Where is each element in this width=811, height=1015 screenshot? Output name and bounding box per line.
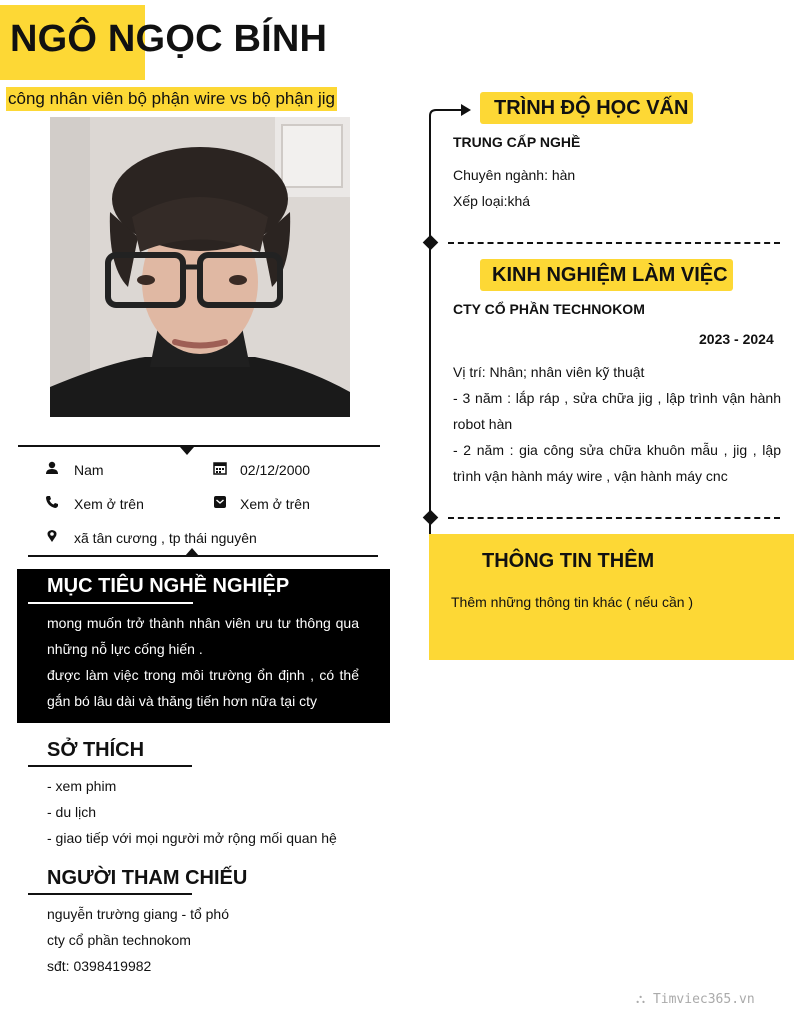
candidate-name: NGÔ NGỌC BÍNH [10, 18, 328, 60]
career-text [47, 610, 359, 714]
references-heading: NGƯỜI THAM CHIẾU [47, 867, 248, 889]
references-list [47, 901, 229, 979]
experience-heading: KINH NGHIỆM LÀM VIỆC [492, 264, 728, 286]
more-info-heading: THÔNG TIN THÊM [482, 550, 655, 572]
profile-photo-illustration [50, 117, 350, 417]
list-item: - giao tiếp với mọi người mở rộng mối quan hệ [47, 830, 337, 846]
timeline-arrow-icon [429, 102, 474, 124]
gender-value: Nam [74, 462, 104, 478]
education-grade: Xếp loại:khá [453, 193, 531, 209]
section-divider [448, 517, 780, 519]
email-value: Xem ở trên [240, 496, 310, 512]
list-item: sđt: 0398419982 [47, 958, 152, 974]
experience-detail-item: - 3 năm : lắp ráp , sửa chữa jig , lập trình vận hành robot hàn [453, 390, 781, 432]
timeline-node [423, 510, 439, 526]
location-icon [45, 529, 59, 543]
watermark [636, 992, 755, 1007]
job-title: công nhân viên bộ phận wire vs bộ phận jig [6, 87, 337, 111]
experience-position: Vị trí: Nhân; nhân viên kỹ thuật [453, 364, 645, 380]
experience-company: CTY CỔ PHẦN TECHNOKOM [453, 301, 645, 317]
career-heading: MỤC TIÊU NGHỀ NGHIỆP [47, 575, 290, 597]
phone-value: Xem ở trên [74, 496, 144, 512]
divider-arrow-down [180, 447, 194, 455]
list-item: nguyễn trường giang - tổ phó [47, 906, 230, 922]
section-divider [448, 242, 780, 244]
timeline-node [423, 235, 439, 251]
experience-details [453, 359, 781, 489]
career-heading-underline [28, 602, 193, 604]
watermark-text: Timviec365.vn [652, 992, 755, 1007]
list-item: - xem phim [47, 778, 117, 794]
education-school: TRUNG CẤP NGHỀ [453, 134, 581, 150]
user-icon [45, 461, 59, 475]
experience-detail-item: - 2 năm : gia công sửa chữa khuôn mẫu , jig , lập trình vận hành máy wire , vận hành máy cnc [453, 442, 781, 484]
calendar-icon [213, 461, 227, 475]
education-heading: TRÌNH ĐỘ HỌC VẤN [494, 97, 689, 119]
timeline-line [429, 120, 431, 570]
hobbies-heading-underline [28, 765, 192, 767]
contact-top-divider [18, 445, 380, 447]
career-line: được làm việc trong môi trường ổn định , có thể gắn bó lâu dài và thăng tiến hơn nữa tại cty [47, 667, 359, 709]
hobbies-list [47, 773, 337, 851]
birthday-value: 02/12/2000 [240, 462, 311, 478]
watermark-logo-icon: ⛬ [636, 992, 653, 1007]
contact-bottom-divider [28, 555, 378, 557]
phone-icon [45, 495, 59, 509]
career-line: mong muốn trở thành nhân viên ưu tư thông qua những nỗ lực cống hiến . [47, 615, 359, 657]
more-info-text: Thêm những thông tin khác ( nếu cần ) [451, 594, 694, 610]
email-icon [213, 495, 227, 509]
references-heading-underline [28, 893, 192, 895]
address-value: xã tân cương , tp thái nguyên [74, 530, 257, 546]
profile-photo [50, 117, 350, 417]
list-item: - du lịch [47, 804, 97, 820]
experience-period: 2023 - 2024 [699, 331, 774, 347]
hobbies-heading: SỞ THÍCH [47, 739, 145, 761]
education-major: Chuyên ngành: hàn [453, 167, 576, 183]
list-item: cty cổ phần technokom [47, 932, 191, 948]
